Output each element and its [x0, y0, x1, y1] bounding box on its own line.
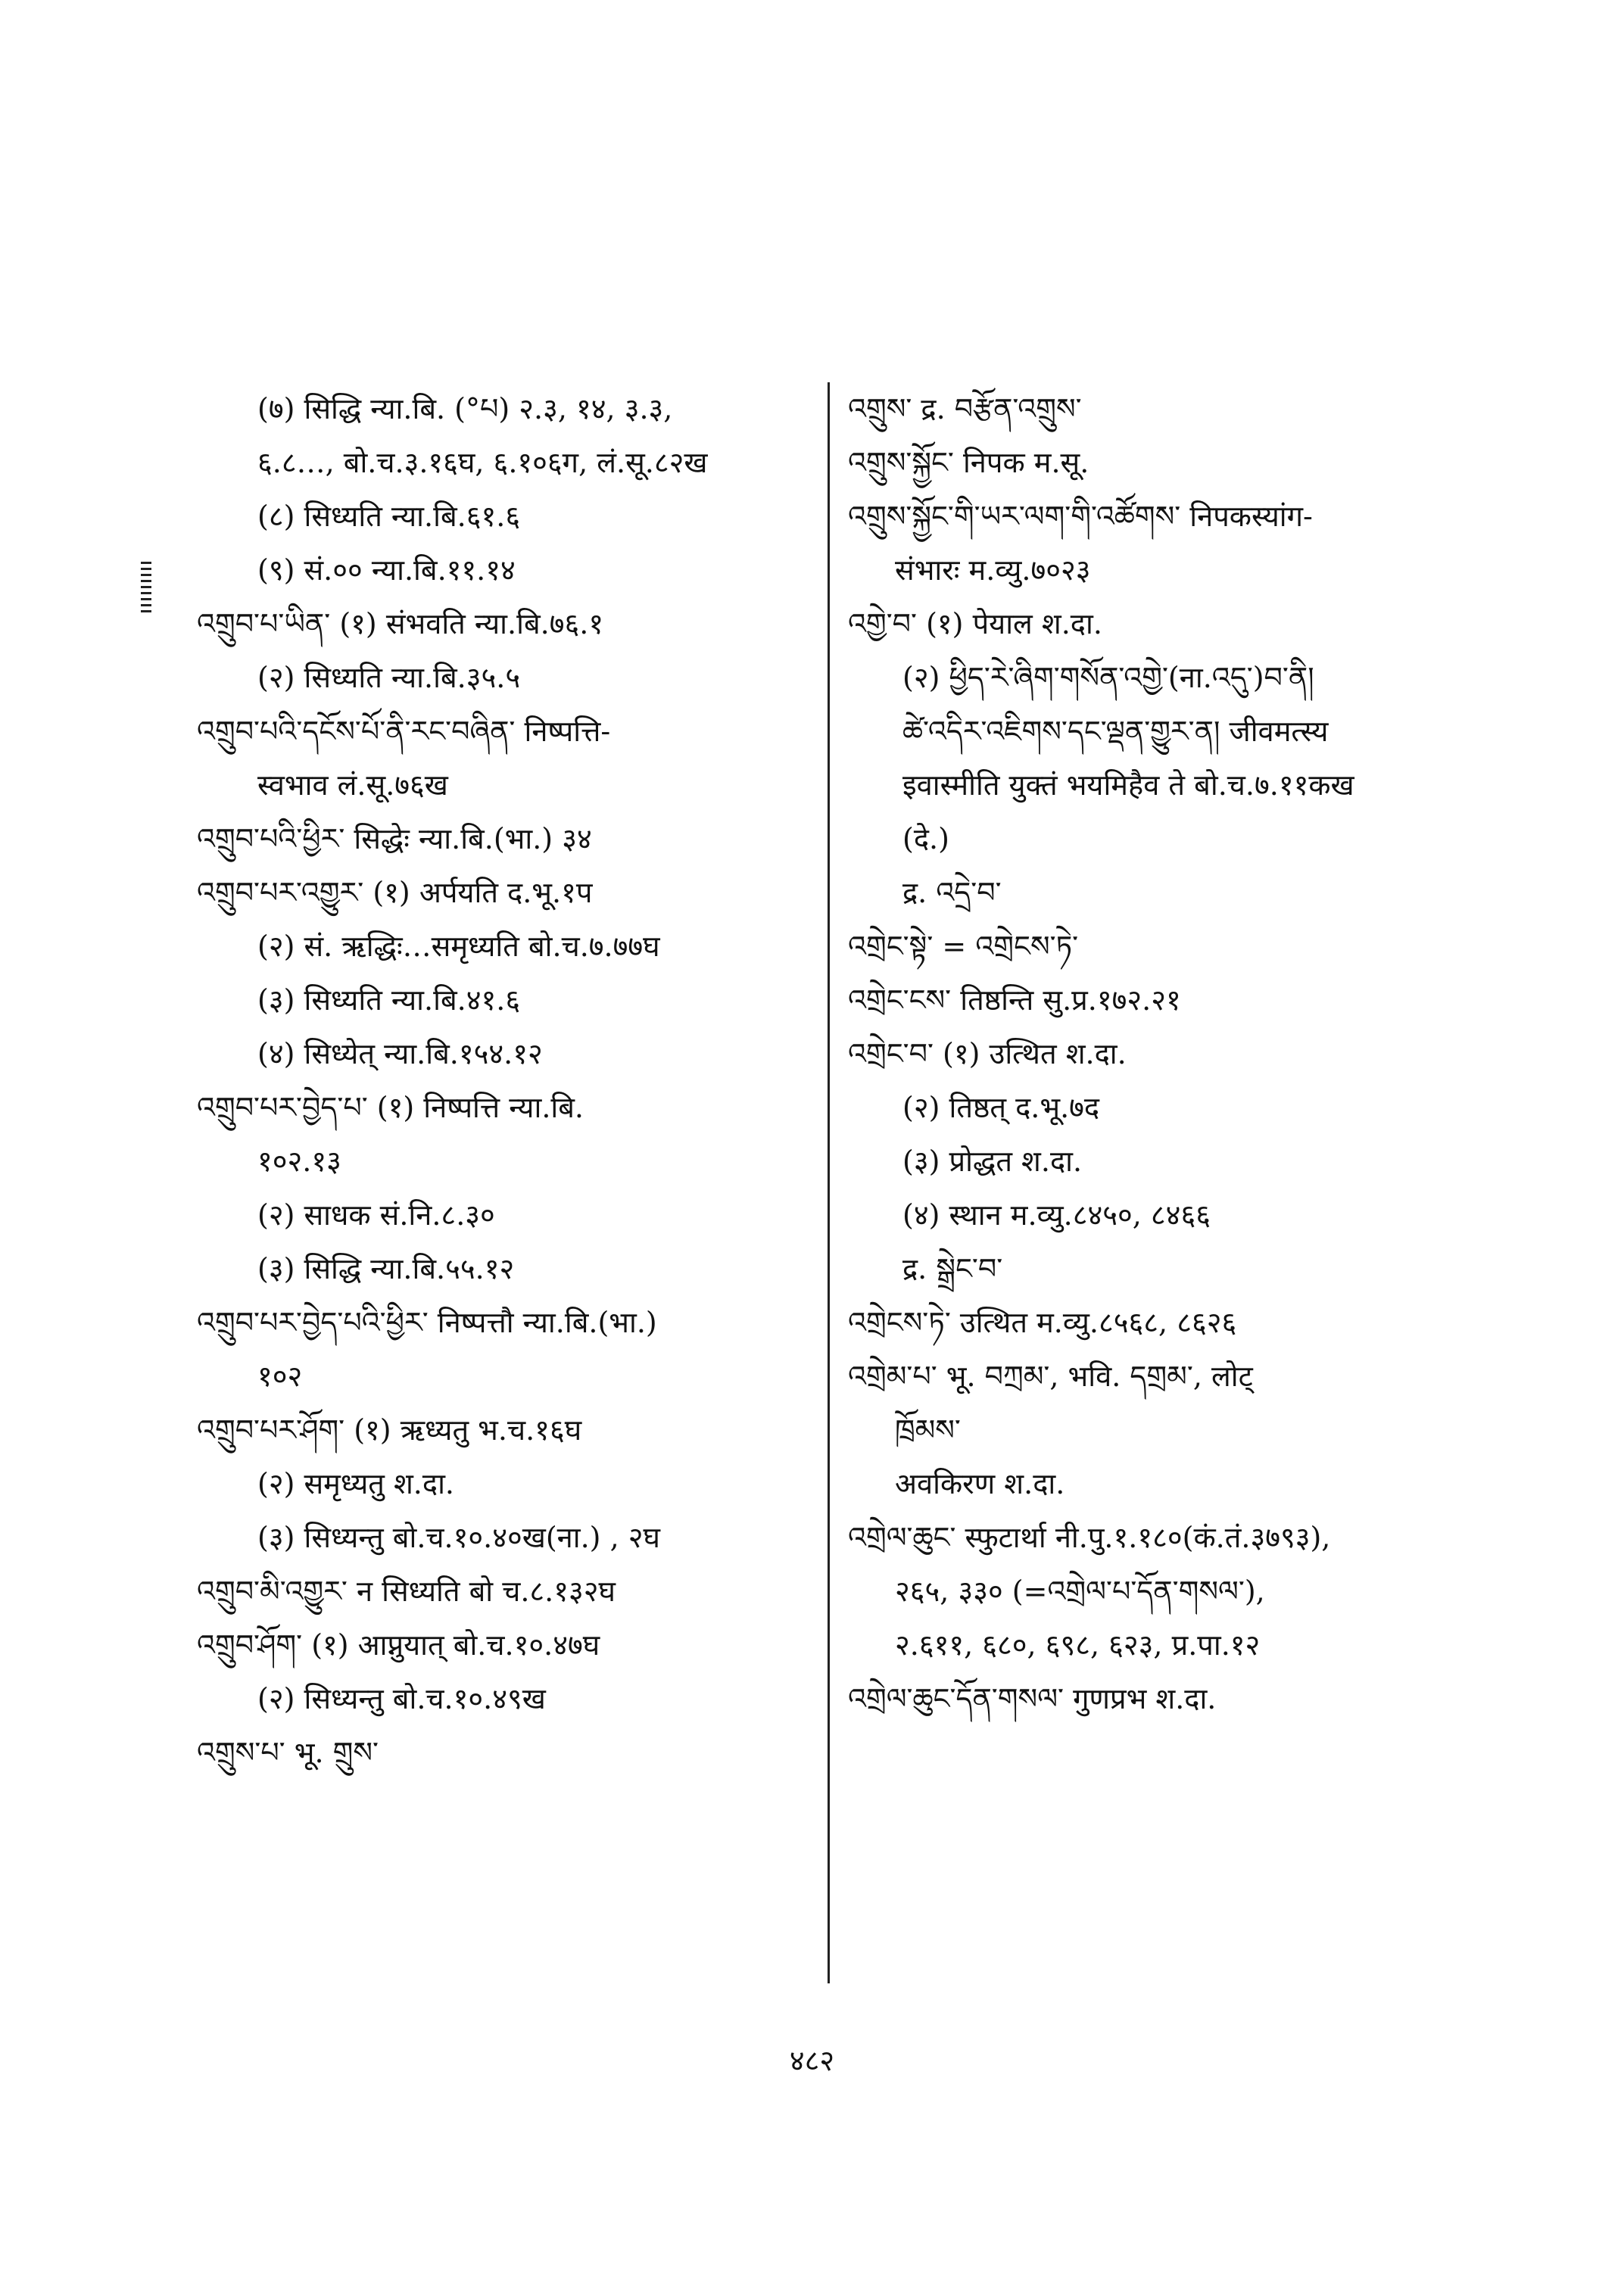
- entry-line: (४) सिध्येत् न्या.बि.१५४.१२: [257, 1037, 543, 1070]
- right-column: [848, 382, 1476, 1726]
- entry-line: (४) स्थान म.व्यु.८४५०, ८४६६: [902, 1198, 1211, 1232]
- entry-line: (२) सिध्यति न्या.बि.३५.५: [257, 661, 521, 694]
- entry-headword-line: འགྲུས་ द्र. བརྩོན་འགྲུས་: [848, 392, 1082, 425]
- entry-line: संभारः म.व्यु.७०२३: [895, 553, 1091, 587]
- entry-headword-line: འགྲུས་པ་ भू. གྲུས་: [197, 1736, 379, 1769]
- entry-headword-line: འགྱེ་བ་ (१) पेयाल श.दा.: [848, 607, 1102, 640]
- entry-headword-line: འགྲུབ་པར་འགྱུར་ (१) अर्पयति द.भू.१प: [197, 876, 593, 909]
- entry-line: (दे.): [902, 822, 949, 855]
- entry-line: २.६११, ६८०, ६९८, ६२३, प्र.पा.१२: [895, 1628, 1261, 1662]
- entry-headword-line: འགྲེང་ངས་ तिष्ठन्ति सु.प्र.१७२.२१: [848, 983, 1181, 1017]
- column-divider: [828, 382, 830, 1983]
- margin-mark: [141, 562, 151, 615]
- entry-headword-line: འགྲུབ་པ་ཡིན་ (१) संभवति न्या.बि.७६.१: [197, 607, 604, 640]
- entry-headword-line: འགྲེངས་ཏེ་ उत्थित म.व्यु.८५६८, ८६२६: [848, 1306, 1237, 1339]
- entry-headword-line: འགྲུས་སྐྱོང་ निपक म.सू.: [848, 446, 1089, 479]
- entry-headword-line: འགྲེམ་པ་ भू. བཀྲམ་, भवि. དགྲམ་, लोट्: [848, 1360, 1253, 1393]
- entry-headword-line: འགྲུབ་པའི་དངོས་པོ་ནི་རང་བཞིན་ निष्पत्ति-: [197, 715, 611, 748]
- entry-headword-line: འགྲུབ་པར་བྱེད་པའི་ཕྱིར་ निष्पत्तौ न्या.बि.(भा.): [197, 1306, 657, 1339]
- entry-line: (२) सिध्यन्तु बो.च.१०.४९ख: [257, 1682, 546, 1715]
- entry-line: द्र. སྒྲེང་བ་: [902, 1252, 1003, 1285]
- entry-line: (२) ཕྱིད་རེ་ཞིག་གསོན་འགྱེ་(ना.འདུ་)བ་ནི།: [902, 661, 1314, 694]
- entry-line: ६.८…, बो.च.३.१६घ, ६.१०६ग, लं.सू.८२ख: [257, 446, 708, 479]
- entry-headword-line: འགྲེལ་ཆུང་ स्फुटार्था नी.पु.१.१८०(कं.तं.३७९३),: [848, 1521, 1331, 1554]
- left-column: [197, 382, 810, 1780]
- entry-line: (३) सिद्धि न्या.बि.५५.१२: [257, 1252, 515, 1285]
- entry-line: १०२.१३: [257, 1145, 341, 1178]
- entry-line: (३) सिध्यति न्या.बि.४१.६: [257, 983, 521, 1017]
- entry-line: १०२: [257, 1360, 303, 1393]
- entry-line: ཚེ་འདིར་འཇིགས་དང་ལྡན་གྱུར་ན། जीवमत्स्य: [902, 715, 1329, 748]
- entry-line: (२) तिष्ठत् द.भू.७द: [902, 1091, 1100, 1124]
- entry-headword-line: འགྲུབ་ཤོག་ (१) आप्नुयात् बो.च.१०.४७घ: [197, 1628, 600, 1662]
- entry-headword-line: འགྲེལ་ཆུང་དོན་གསལ་ गुणप्रभ श.दा.: [848, 1682, 1217, 1715]
- entry-headword-line: འགྲེང་སྟེ་ = འགྲེངས་ཏེ་: [848, 930, 1079, 963]
- entry-line: स्वभाव लं.सू.७६ख: [257, 768, 448, 802]
- entry-line: (२) साधक सं.नि.८.३०: [257, 1198, 495, 1232]
- entry-line: (२) सं. ऋद्धिः…समृध्यति बो.च.७.७७घ: [257, 930, 660, 963]
- entry-line: (२) समृध्यतु श.दा.: [257, 1467, 454, 1500]
- entry-headword-line: འགྲུབ་པར་བྱེད་པ་ (१) निष्पत्ति न्या.बि.: [197, 1091, 584, 1124]
- entry-line: ཁྲོམས་: [895, 1413, 961, 1447]
- entry-headword-line: འགྲེང་བ་ (१) उत्थित श.दा.: [848, 1037, 1127, 1070]
- entry-line: २६५, ३३० (=འགྲེལ་པ་དོན་གསལ་),: [895, 1575, 1265, 1608]
- entry-line: (८) सिध्यति न्या.बि.६१.६: [257, 500, 521, 533]
- entry-line: (९) सं.०० न्या.बि.११.१४: [257, 553, 516, 587]
- entry-line: (३) सिध्यन्तु बो.च.१०.४०ख(ना.) , २घ: [257, 1521, 660, 1554]
- entry-headword-line: འགྲུས་སྐྱོང་གི་ཡར་ལག་གི་འཚོགས་ निपकस्यांग-: [848, 500, 1313, 533]
- entry-line: (३) प्रोद्धत श.दा.: [902, 1145, 1083, 1178]
- page-number: ४८२: [789, 2044, 835, 2077]
- entry-line: द्र. འདྲེ་བ་: [902, 876, 1002, 909]
- entry-line: इवास्मीति युक्तं भयमिहैव ते बो.च.७.११कख: [902, 768, 1354, 802]
- entry-headword-line: འགྲུབ་མི་འགྱུར་ न सिध्यति बो च.८.१३२घ: [197, 1575, 616, 1608]
- entry-headword-line: འགྲུབ་པའི་ཕྱིར་ सिद्धेः न्या.बि.(भा.) ३४: [197, 822, 592, 855]
- entry-line: अवकिरण श.दा.: [895, 1467, 1065, 1500]
- entry-headword-line: འགྲུབ་པར་ཤོག་ (१) ऋध्यतु भ.च.१६घ: [197, 1413, 582, 1447]
- entry-line: (७) सिद्धि न्या.बि. (°པ) २.३, १४, ३.३,: [257, 392, 673, 425]
